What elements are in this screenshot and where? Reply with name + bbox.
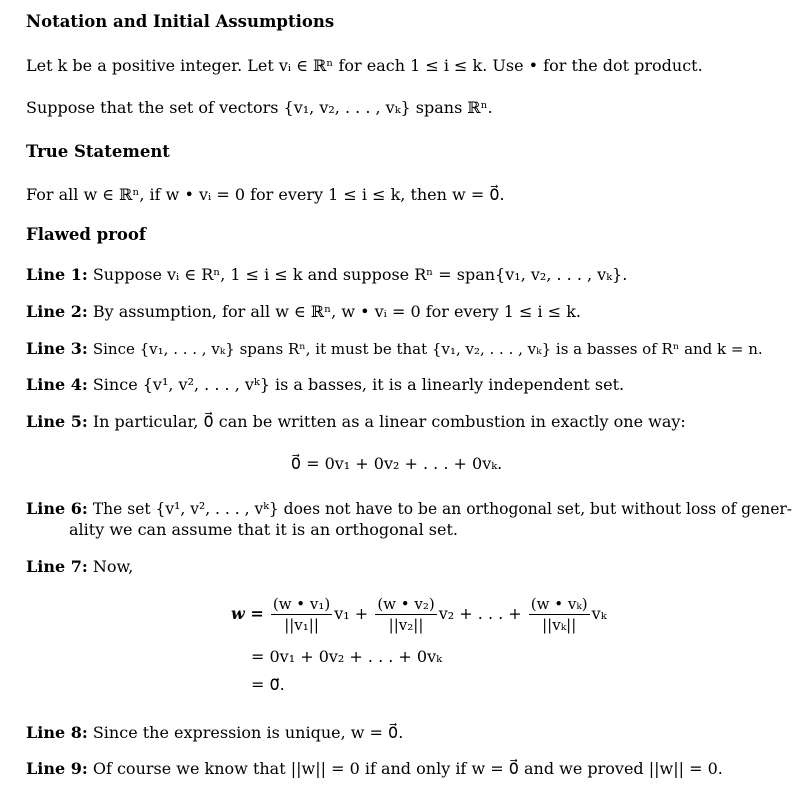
line-label: Line 8: <box>26 723 88 742</box>
fraction-1 <box>271 594 332 635</box>
line-text: Now, <box>92 557 134 576</box>
proof-line-9 <box>26 758 781 780</box>
notation-line-2: Suppose that the set of vectors {v₁, v₂, . . . , vₖ} spans ℝⁿ. <box>26 98 493 117</box>
line-5-equation: 0⃗ = 0v₁ + 0v₂ + . . . + 0vₖ. <box>290 454 503 473</box>
proof-line-2 <box>26 301 781 323</box>
line-label: Line 2: <box>26 302 88 321</box>
line-label: Line 4: <box>26 375 88 394</box>
fraction-denominator: ||vₖ|| <box>542 616 577 634</box>
term-k: vₖ <box>591 604 607 623</box>
line-text: Since the expression is unique, w = 0⃗. <box>92 723 404 742</box>
proof-line-6 <box>26 498 793 520</box>
line-text: Since {v¹, v², . . . , vᵏ} is a basses, it is a linearly independent set. <box>92 375 625 394</box>
line-label: Line 1: <box>26 265 88 284</box>
fraction-denominator: ||v₁|| <box>284 616 319 634</box>
fraction-numerator: (w • vₖ) <box>530 595 588 613</box>
proof-line-8 <box>26 722 781 744</box>
line-text: The set {v¹, v², . . . , vᵏ} does not have to be an orthogonal set, but without loss of gener- <box>92 500 793 518</box>
fraction-numerator: (w • v₂) <box>377 595 435 613</box>
line-label: Line 9: <box>26 759 88 778</box>
line-text: Suppose vᵢ ∈ Rⁿ, 1 ≤ i ≤ k and suppose Rⁿ = span{v₁, v₂, . . . , vₖ}. <box>92 265 628 284</box>
proof-line-5 <box>26 411 781 433</box>
line-text: By assumption, for all w ∈ ℝⁿ, w • vᵢ = 0 for every 1 ≤ i ≤ k. <box>92 302 581 321</box>
line-text: In particular, 0⃗ can be written as a linear combustion in exactly one way: <box>92 412 686 431</box>
line-label: Line 5: <box>26 412 88 431</box>
proof-line-4 <box>26 374 781 396</box>
equation-row-1 <box>231 594 607 635</box>
fraction-numerator: (w • v₁) <box>272 595 331 613</box>
line-label: Line 7: <box>26 557 88 576</box>
fraction-denominator: ||v₂|| <box>388 616 424 634</box>
equation-row-3: = 0⃗. <box>251 675 285 694</box>
proof-line-6-continued: ality we can assume that it is an orthogonal set. <box>69 520 458 539</box>
line-label: Line 3: <box>26 339 88 358</box>
fraction-2 <box>375 594 436 635</box>
notation-line-1: Let k be a positive integer. Let vᵢ ∈ ℝⁿ for each 1 ≤ i ≤ k. Use • for the dot product. <box>26 56 703 75</box>
true-statement-heading: True Statement <box>26 142 170 161</box>
true-statement: For all w ∈ ℝⁿ, if w • vᵢ = 0 for every 1 ≤ i ≤ k, then w = 0⃗. <box>26 185 505 204</box>
line-text: Of course we know that ||w|| = 0 if and only if w = 0⃗ and we proved ||w|| = 0. <box>92 759 723 778</box>
proof-line-7 <box>26 556 781 578</box>
line-7-equation <box>231 588 791 708</box>
proof-line-1 <box>26 264 781 286</box>
equation-lhs: w = <box>231 604 264 623</box>
fraction-k <box>529 594 590 635</box>
term-1: v₁ + <box>334 604 369 623</box>
equation-row-2: = 0v₁ + 0v₂ + . . . + 0vₖ <box>251 647 442 666</box>
term-2: v₂ + . . . + <box>438 604 522 623</box>
notation-heading: Notation and Initial Assumptions <box>26 12 335 31</box>
flawed-proof-heading: Flawed proof <box>26 225 146 244</box>
line-label: Line 6: <box>26 499 88 518</box>
proof-line-3 <box>26 338 781 360</box>
line-text: Since {v₁, . . . , vₖ} spans Rⁿ, it must be that {v₁, v₂, . . . , vₖ} is a basses of Rⁿ and k = n. <box>92 340 763 358</box>
